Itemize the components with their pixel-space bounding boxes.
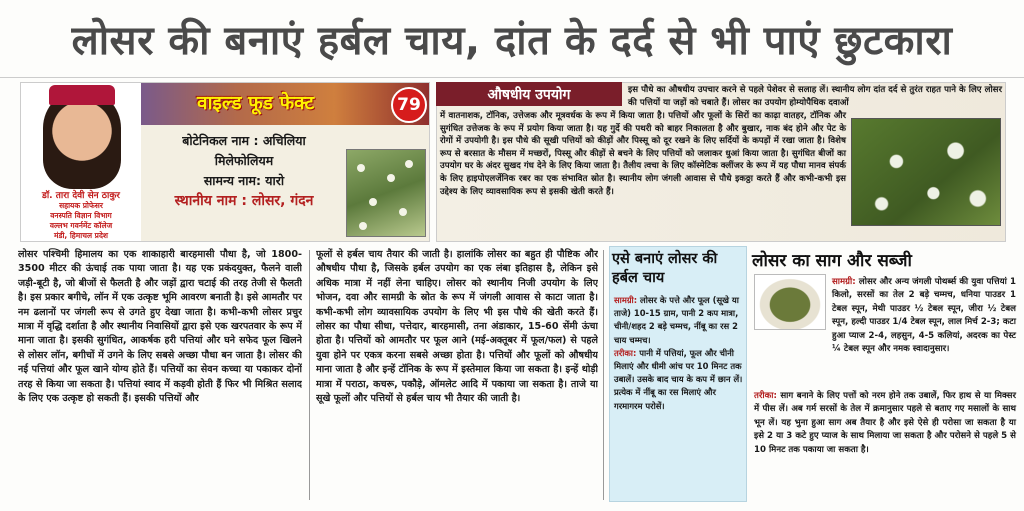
tea-ingredients: लोसर के पत्ते और फूल (सूखे या ताजे) 10-15 ग्राम, पानी 2 कप मात्रा, चीनी/शहद 2 बड़े चम्मच, नींबू का रस 2 चाय चम्मच। (614, 295, 739, 345)
plant-photo-large (851, 118, 1001, 226)
article-column-2: फूलों से हर्बल चाय तैयार की जाती है। हालांकि लोसर का बहुत ही पौष्टिक और औषधीय पौधा है, जिसके हर्बल उपयोग का एक लंबा इतिहास है, लेकिन इसे अधिक मात्रा में नहीं लेना चाहिए। लोसर को स्थानीय निजी उपयोग के लिए भोजन, दवा और सामग्री के स्रोत के रूप में जंगली आवास से काटा जाता है। कभी-कभी लोग व्यावसायिक उपयोग के लिए भी इस पौधे की खेती करते हैं। लोसर का पौधा सीधा, पत्तेदार, बारहमासी, तना अंडाकार, 15-60 सेंमी ऊंचा होता है। पत्तियों को आमतौर पर फूल आने (मई-अक्तूबर में फूल/फल) से पहले युवा होने पर एकत्र करना सबसे अच्छा होता है। पत्तियों और फूलों को औषधीय माना जाता है और इन्हें टॉनिक के रूप में इस्तेमाल किया जा सकता है। इन्हें थोड़ी मात्रा में पराठा, कचरू, पकौड़े, ऑमलेट आदि में पकाया जा सकता है। ताजे या सूखे फूलों और पत्तियों से हर्बल चाय भी तैयार की जाती है। (316, 249, 598, 405)
saag-ingredients-label: सामग्री: (832, 277, 856, 287)
tea-method-label: तरीका: (614, 347, 637, 358)
himachali-cap (49, 85, 115, 105)
issue-badge: 79 (391, 87, 427, 123)
article-column-1: लोसर पश्चिमी हिमालय का एक शाकाहारी बारहमासी पौधा है, जो 1800-3500 मीटर की ऊंचाई तक पाया जाता है। यह एक प्रकंदयुक्त, फैलने वाली जड़ी-बूटी है, जो बीजों से फैलती है और जड़ों द्वारा चटाई की तरह तेजी से फैलती है। इस प्रकार बगीचे, लॉन में एक उत्कृष्ट भूमि आवरण बनाती है। इसे आमतौर पर नम ढलानों पर जंगली रूप से उगते हुए देखा जाता है। कभी-कभी लोसर प्रचुर मात्रा में वृद्धि दर्शाता है और स्थानीय निवासियों द्वारा इसे एक खरपतवार के रूप में माना जाता है। इसकी सुगंधित, आकर्षक हरी पत्तियां और घने सफेद फूल खिलने से लोसर लॉन, बगीचों में उगने के लिए सबसे अच्छा पौधा बन जाता है। लोसर की नई पत्तियां और फूल खाने योग्य होते हैं। पत्तियों का सेवन कच्चा या पकाकर दोनों तरह से किया जा सकता है। पत्तियां स्वाद में कड़वी होती हैं फिर भी मिश्रित सलाद के लिए एक उत्कृष्ट हो सकती हैं। इसकी पत्तियों और (18, 249, 302, 405)
tea-recipe-title: एसे बनाएं लोसर की हर्बल चाय (612, 251, 718, 286)
medicinal-heading: औषधीय उपयोग (436, 82, 622, 106)
medicinal-intro: इस पौधे का औषधीय उपचार करने से पहले पेशेवर से सलाह लें। स्थानीय लोग दांत दर्द से तुरंत राहत पाने के लिए लोसर की पत्तियों या जड़ों को चबाते हैं। लोसर का उपयोग होम्योपैथिक दवाओं (628, 85, 1002, 108)
saag-recipe-title: लोसर का साग और सब्जी (752, 251, 912, 271)
author-name: डॉ. तारा देवी सेन ठाकुर (42, 191, 120, 201)
tea-recipe-body (614, 294, 744, 413)
tea-method: पानी में पत्तियां, फूल और चीनी मिलाएं और धीमी आंच पर 10 मिनट तक उबालें। उसके बाद चाय के कप में छान लें। प्रत्येक में नींबू का रस मिलाएं और गरमागरम परोसें। (614, 347, 743, 411)
tea-ingredients-label: सामग्री: (614, 295, 638, 305)
local-name: स्थानीय नाम : लोसर, गंदन (174, 193, 314, 209)
author-college: वल्लभ गवर्नमेंट कॉलेज (49, 221, 113, 230)
author-dept: वनस्पति विज्ञान विभाग (50, 211, 112, 220)
column-divider (603, 250, 604, 500)
saag-method-block (754, 390, 1016, 457)
author-credit (25, 191, 137, 241)
author-location: मंडी, हिमाचल प्रदेश (53, 231, 109, 240)
author-title: सहायक प्रोफेसर (59, 201, 103, 210)
saag-method: साग बनाने के लिए पत्तों को नरम होने तक उबालें, फिर हाथ से या मिक्सर में पीस लें। अब गर्म सरसों के तेल में क्रमानुसार पहले से बताए गए मसालों के साथ भून लें। यह भुना हुआ साग अब तैयार है और इसे ऐसे ही परोसा जा सकता है या इसे 2 या 3 कटे हुए प्याज के साथ मिलाया जा सकता है और परोसने से पहले 5 से 10 मिनट तक पकाया जा सकता है। (754, 391, 1017, 455)
author-portrait (21, 83, 141, 242)
common-name: सामन्य नाम: यारो (203, 173, 285, 188)
feature-banner (20, 82, 430, 242)
botanical-name: बोटेनिकल नाम : अचिलिया (182, 133, 306, 148)
series-title: वाइल्ड फूड फेक्ट (197, 92, 315, 114)
saag-dish-photo (754, 274, 826, 330)
saag-ingredients-block (832, 276, 1016, 356)
plant-names (149, 131, 339, 211)
botanical-name-cont: मिलेफोलियम (214, 153, 274, 168)
plant-photo-small (346, 149, 426, 237)
medicinal-body: में वातनाशक, टॉनिक, उत्तेजक और मूत्रवर्धक के रूप में किया जाता है। पत्तियों और फूलों के सिरों का काढ़ा वातहर, टॉनिक और सुगंधित उत्तेजक के रूप में प्रयोग किया जाता है। यह गुर्दे की पथरी को बाहर निकालता है और बुखार, नाक बंद होने और पेट के रोगों में उपयोगी है। इस पौधे की सूखी पत्तियों को कीड़ों और पिस्सू को दूर रखने के लिए सर्दियों के कपड़ों में रखा जाता है। विशेष रूप से बरसात के मौसम में मच्छरों, पिस्सू और कीड़ों से बचने के लिए पत्तियों को जलाकर धुआं किया जाता है। सुगंधित बीजों का उपयोग घर के अंदर सुखद गंध देने के लिए किया जाता है। तैलीय त्वचा के लिए कॉस्मेटिक क्लींजर के रूप में यह पौधा मानव संपर्क के लिए हाइपोएलर्जेनिक रबर का एक संभावित स्रोत है। स्थानीय लोग जंगली आवास से पौधे इकठ्ठा करते हैं और कभी-कभी इस उद्देश्य के लिए व्यावसायिक रूप से इसकी खेती करते हैं। (440, 111, 846, 197)
saag-ingredients: लोसर और अन्य जंगली पोथर्ब्स की युवा पत्तियां 1 किलो, सरसों का तेल 2 बड़े चम्मच, धनिया पाउडर 1 टेबल स्पून, मेथी पाउडर ½ टेबल स्पून, जीरा ½ टेबल स्पून, हल्दी पाउडर 1/4 टेबल स्पून, लाल मिर्च 2-3; कटा हुआ प्याज 2-4, लहसुन, 4-5 कलियां, अदरक का पेस्ट ¼ टेबल स्पून और नमक स्वादानुसार। (832, 277, 1016, 355)
saag-method-label: तरीका: (754, 391, 777, 401)
page-headline: लोसर की बनाएं हर्बल चाय, दांत के दर्द से भी पाएं छुटकारा (0, 0, 1024, 78)
column-divider (309, 250, 310, 500)
